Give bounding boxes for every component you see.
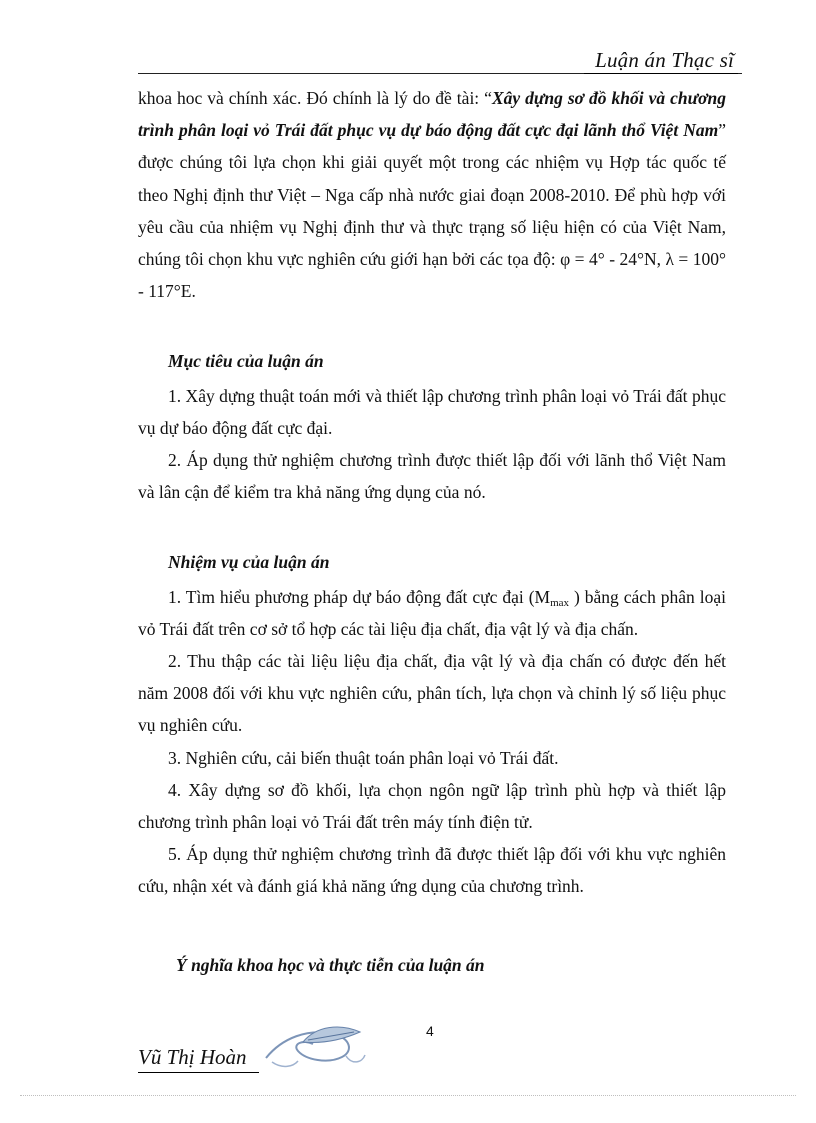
bottom-page-border (20, 1095, 796, 1096)
task-item-1 (138, 581, 726, 645)
document-body (138, 82, 726, 903)
tasks-heading: Nhiệm vụ của luận án (168, 552, 330, 573)
author-name: Vũ Thị Hoàn (138, 1045, 247, 1069)
header-title: Luận án Thạc sĩ (595, 48, 734, 72)
thesis-title-emphasis: Xây dựng sơ đồ khối và chương trình phân loại vỏ Trái đất phục vụ dự báo động đất cực đại lãnh thổ Việt Nam (138, 88, 726, 141)
task-item-5: 5. Áp dụng thử nghiệm chương trình đã được thiết lập đối với khu vực nghiên cứu, nhận xét và đánh giá khả năng ứng dụng của chương trình. (138, 844, 726, 897)
intro-text-after: ” được chúng tôi lựa chọn khi giải quyết một trong các nhiệm vụ Hợp tác quốc tế theo Nghị định thư Việt – Nga cấp nhà nước giai đoạn 2008-2010. Để phù hợp với yêu cầu của nhiệm vụ Nghị định thư và thực trạng số liệu hiện có của Việt Nam, chúng tôi chọn khu vực nghiên cứu giới hạn bởi các tọa độ: φ = 4° - 24°N, λ = 100° - 117°E. (138, 120, 726, 302)
section-spacer (138, 508, 726, 540)
task-item-4: 4. Xây dựng sơ đồ khối, lựa chọn ngôn ngữ lập trình phù hợp và thiết lập chương trình phân loại vỏ Trái đất trên máy tính điện tử. (138, 779, 726, 833)
intro-paragraph (138, 82, 726, 307)
task-item-1-start: 1. Tìm hiểu phương pháp dự báo động đất cực đại (M (168, 586, 551, 607)
section-spacer (138, 307, 726, 339)
page-number: 4 (426, 1023, 434, 1039)
mmax-subscript: max (550, 596, 570, 609)
objective-item-2: 2. Áp dụng thử nghiệm chương trình được thiết lập đối với lãnh thổ Việt Nam và lân cận để kiểm tra khả năng ứng dụng của nó. (138, 450, 726, 503)
feather-ornament-icon (258, 1018, 370, 1074)
task-item-2: 2. Thu thập các tài liệu liệu địa chất, địa vật lý và địa chấn có được đến hết năm 2008 đối với khu vực nghiên cứu, phân tích, lựa chọn và chỉnh lý số liệu phục vụ nghiên cứu. (138, 651, 726, 736)
intro-text-before: khoa hoc và chính xác. Đó chính là lý do đề tài: “ (138, 88, 492, 108)
objective-item-1: 1. Xây dựng thuật toán mới và thiết lập chương trình phân loại vỏ Trái đất phục vụ dự báo động đất cực đại. (138, 385, 726, 438)
task-item-1-end: ) bằng cách phân loại vỏ Trái đất trên cơ sở tổ hợp các tài liệu địa chất, địa vật lý và địa chấn. (138, 586, 727, 639)
task-item-3: 3. Nghiên cứu, cải biến thuật toán phân loại vỏ Trái đất. (168, 747, 559, 768)
author-underline (138, 1072, 259, 1073)
objectives-heading: Mục tiêu của luận án (168, 351, 324, 372)
significance-heading: Ý nghĩa khoa học và thực tiễn của luận án (176, 955, 485, 975)
header-title-underline (584, 73, 738, 74)
